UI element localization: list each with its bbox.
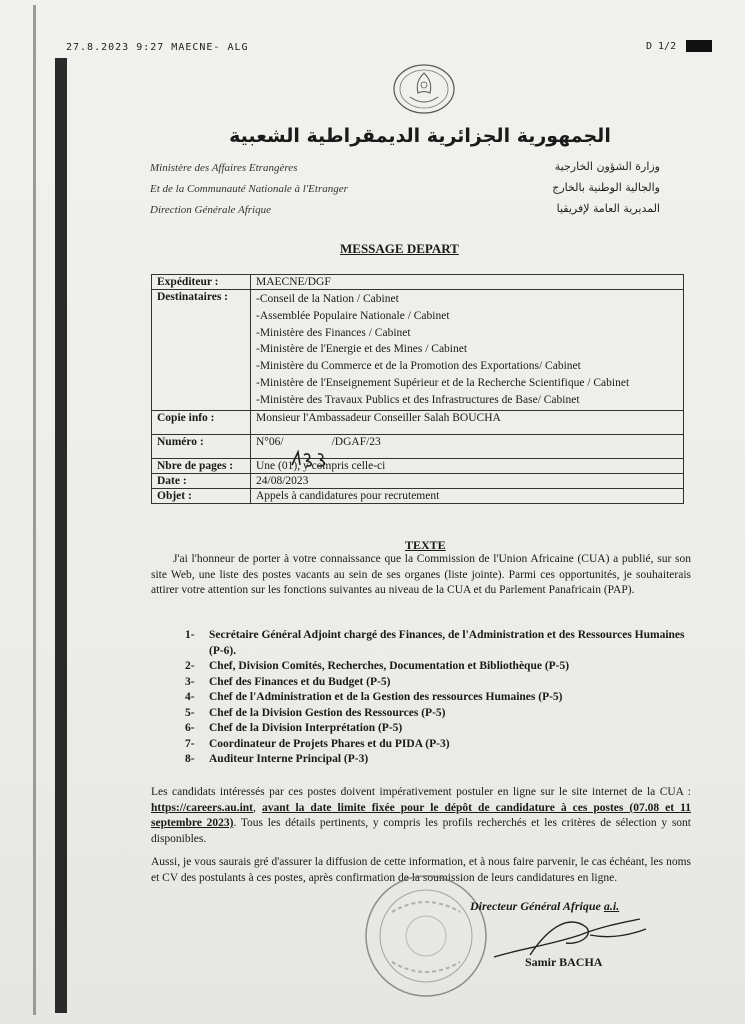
scan-black-edge	[55, 58, 67, 1013]
paragraph-intro: J'ai l'honneur de porter à votre connaissance que la Commission de l'Union Africaine (CUA) a publié, sur son site Web, une liste des postes vacants au sein de ses organes (liste jointe). Parmi ces opportunités, je souhaiterais attirer votre attention sur les fonctions suivantes au niveau de la CUA et du Parlement Panafricain (PAP).	[151, 553, 691, 596]
pages-label: Nbre de pages :	[152, 458, 251, 473]
fax-header: 27.8.2023 9:27 MAECNE- ALG	[66, 42, 249, 53]
numero-suffix: /DGAF/23	[331, 435, 381, 448]
destinataires-list	[251, 290, 684, 411]
national-emblem-icon	[392, 63, 456, 115]
deadline-text: avant la date limite fixée pour le dépôt de candidature à ces postes (07.08 et 11 septembre 2023)	[151, 801, 691, 829]
table-row	[152, 410, 684, 434]
texte-title: TEXTE	[405, 538, 446, 552]
list-item: 3- Chef des Finances et du Budget (P-5)	[185, 675, 391, 688]
list-item: -Ministère des Travaux Publics et des Infrastructures de Base/ Cabinet	[256, 393, 580, 406]
table-row	[152, 488, 684, 503]
redaction-block	[686, 40, 712, 52]
letterhead-line: والجالية الوطنية بالخارج	[552, 181, 660, 194]
careers-link[interactable]: https://careers.au.int	[151, 801, 254, 814]
date-label: Date :	[152, 473, 251, 488]
list-item: 7- Coordinateur de Projets Phares et du PIDA (P-3)	[185, 737, 450, 750]
list-item: 1- Secrétaire Général Adjoint chargé des Finances, de l'Administration et des Ressources Humaines (P-6).	[185, 629, 685, 657]
letterhead-line: Et de la Communauté Nationale à l'Etranger	[150, 183, 348, 195]
copie-label: Copie info :	[152, 410, 251, 434]
letterhead-line: وزارة الشؤون الخارجية	[554, 160, 660, 173]
pages-value: Une (01), y compris celle-ci	[251, 458, 684, 473]
objet-label: Objet :	[152, 488, 251, 503]
list-item: 6- Chef de la Division Interprétation (P-5)	[185, 722, 403, 734]
right-letterhead	[552, 156, 660, 219]
info-table	[151, 274, 684, 504]
letterhead-line: المديرية العامة لإفريقيا	[556, 202, 660, 215]
table-row	[152, 434, 684, 458]
signature-title: Directeur Général Afrique a.i.	[470, 899, 620, 913]
table-row	[152, 275, 684, 290]
list-item: -Conseil de la Nation / Cabinet	[256, 293, 399, 305]
list-item: 4- Chef de l'Administration et de la Gestion des ressources Humaines (P-5)	[185, 691, 563, 703]
paragraph-instructions: Les candidats intéressés par ces postes doivent impérativement postuler en ligne sur le site internet de la CUA : https://careers.au.int, avant la date limite fixée pour le dépôt de candidature à ces postes (07.08 et 11 septembre 2023). Tous les détails pertinents, y compris les profils recherchés et les critères de sélection y sont disponibles.	[151, 786, 692, 845]
destinataires-label: Destinataires :	[152, 290, 251, 411]
list-item: 8- Auditeur Interne Principal (P-3)	[185, 753, 369, 765]
copie-value: Monsieur l'Ambassadeur Conseiller Salah BOUCHA	[251, 410, 684, 434]
list-item: 2- Chef, Division Comités, Recherches, Documentation et Bibliothèque (P-5)	[185, 660, 570, 672]
left-letterhead	[150, 158, 348, 221]
list-item: 5- Chef de la Division Gestion des Ressources (P-5)	[185, 706, 446, 719]
arabic-title: الجمهورية الجزائرية الديمقراطية الشعبية	[229, 125, 611, 147]
fax-page-number: D 1/2	[646, 41, 677, 52]
table-row	[152, 458, 684, 473]
expediteur-value: MAECNE/DGF	[251, 275, 684, 290]
paragraph-closing: Aussi, je vous saurais gré d'assurer la diffusion de cette information, et à nous faire parvenir, le cas échéant, les noms et CV des postulants à ces postes, après confirmation de la soumission de leurs candidatures en ligne.	[151, 856, 691, 884]
list-item: -Ministère de l'Energie et des Mines / Cabinet	[256, 343, 468, 356]
letterhead-line: Direction Générale Afrique	[150, 204, 271, 216]
signatory-name: Samir BACHA	[525, 955, 603, 969]
numero-label: Numéro :	[152, 434, 251, 458]
list-item: -Ministère du Commerce et de la Promotion des Exportations/ Cabinet	[256, 360, 581, 373]
numero-prefix: N°06/	[256, 435, 284, 448]
list-item: -Ministère des Finances / Cabinet	[256, 326, 411, 339]
objet-value: Appels à candidatures pour recrutement	[251, 488, 684, 503]
table-row	[152, 473, 684, 488]
handwritten-number-icon	[288, 449, 338, 469]
official-stamp-icon	[362, 872, 490, 1000]
list-item: -Ministère de l'Enseignement Supérieur et de la Recherche Scientifique / Cabinet	[256, 376, 630, 389]
scan-edge-line	[33, 5, 36, 1015]
letterhead-line: Ministère des Affaires Etrangères	[150, 162, 298, 174]
date-value: 24/08/2023	[251, 473, 684, 488]
table-row	[152, 290, 684, 411]
expediteur-label: Expéditeur :	[152, 275, 251, 290]
message-title: MESSAGE DEPART	[340, 241, 459, 256]
posts-list	[185, 628, 695, 768]
list-item: -Assemblée Populaire Nationale / Cabinet	[256, 309, 450, 322]
